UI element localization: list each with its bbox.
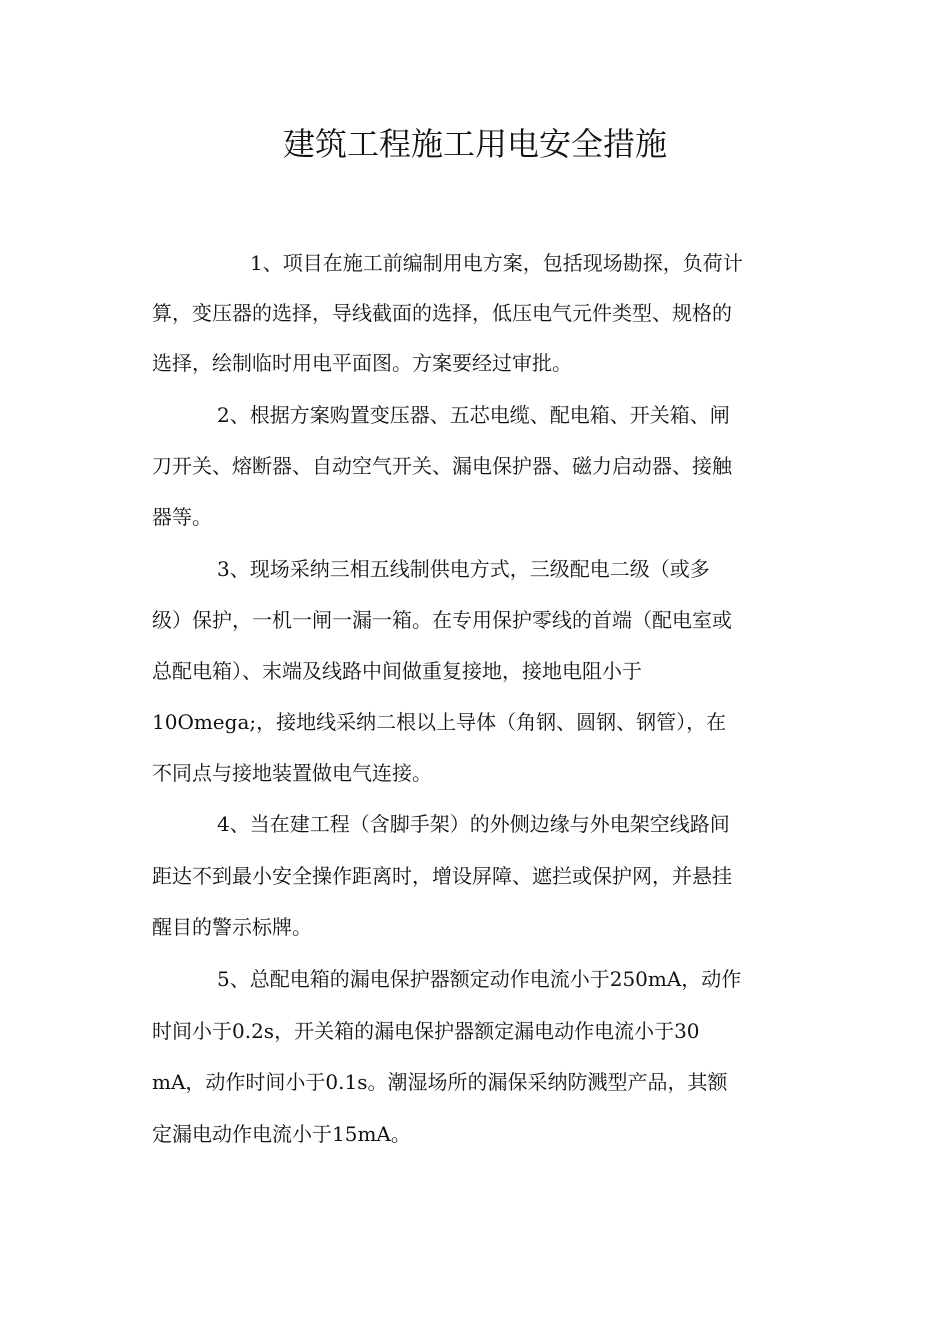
paragraph-4-line-3: 醒目的警示标牌。	[152, 915, 312, 939]
paragraph-1-line-1: 1、项目在施工前编制用电方案，包括现场勘探，负荷计	[250, 251, 743, 275]
paragraph-5-line-3: mA，动作时间小于0.1s。潮湿场所的漏保采纳防溅型产品，其额	[152, 1070, 728, 1094]
paragraph-3-line-3: 总配电箱）、末端及线路中间做重复接地，接地电阻小于	[152, 659, 642, 683]
paragraph-3-line-2: 级）保护，一机一闸一漏一箱。在专用保护零线的首端（配电室或	[152, 608, 732, 632]
paragraph-5-line-1: 5、总配电箱的漏电保护器额定动作电流小于250mA，动作	[217, 967, 742, 991]
document-title: 建筑工程施工用电安全措施	[282, 125, 667, 163]
paragraph-3-line-4: 10Omega;，接地线采纳二根以上导体（角钢、圆钢、钢管），在	[152, 710, 727, 734]
paragraph-2-line-3: 器等。	[152, 505, 212, 529]
paragraph-1-line-3: 选择，绘制临时用电平面图。方案要经过审批。	[152, 351, 572, 375]
paragraph-5-line-4: 定漏电动作电流小于15mA。	[152, 1122, 411, 1146]
paragraph-3-line-1: 3、现场采纳三相五线制供电方式，三级配电二级（或多	[217, 557, 710, 581]
paragraph-1-line-2: 算，变压器的选择，导线截面的选择，低压电气元件类型、规格的	[152, 301, 732, 325]
paragraph-5-line-2: 时间小于0.2s，开关箱的漏电保护器额定漏电动作电流小于30	[152, 1019, 700, 1043]
paragraph-2-line-1: 2、根据方案购置变压器、五芯电缆、配电箱、开关箱、闸	[217, 403, 730, 427]
paragraph-4-line-1: 4、当在建工程（含脚手架）的外侧边缘与外电架空线路间	[217, 812, 730, 836]
paragraph-4-line-2: 距达不到最小安全操作距离时，增设屏障、遮拦或保护网，并悬挂	[152, 864, 732, 888]
paragraph-3-line-5: 不同点与接地装置做电气连接。	[152, 761, 432, 785]
paragraph-2-line-2: 刀开关、熔断器、自动空气开关、漏电保护器、磁力启动器、接触	[152, 454, 732, 478]
